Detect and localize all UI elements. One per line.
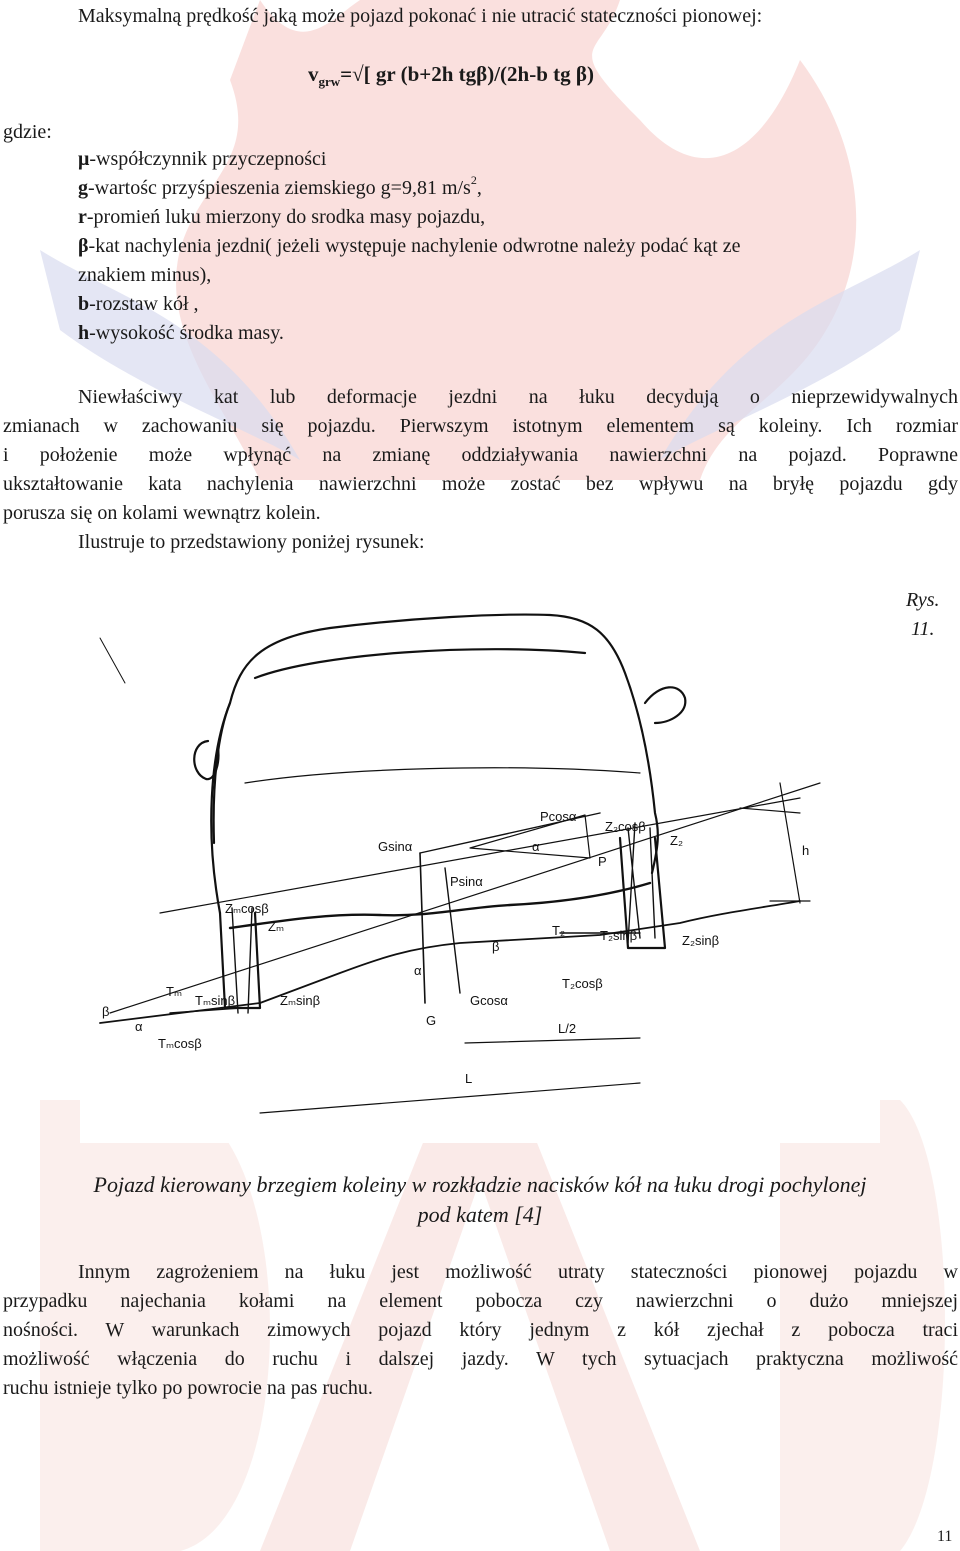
car-windshield bbox=[255, 649, 585, 678]
label-tw: Tₘ bbox=[166, 984, 183, 999]
illustrate-text: Ilustruje to przedstawiony poniżej rysunek: bbox=[78, 531, 425, 553]
vehicle-force-diagram bbox=[80, 583, 880, 1143]
label-l: L bbox=[465, 1071, 473, 1086]
where-label: gdzie: bbox=[3, 121, 52, 143]
gravity-vector bbox=[420, 853, 425, 1003]
l-dimension bbox=[260, 1083, 640, 1113]
label-alpha-1: α bbox=[532, 839, 540, 854]
label-beta-left: β bbox=[102, 1004, 110, 1019]
formula-subscript: grw bbox=[318, 74, 341, 90]
label-h: h bbox=[802, 843, 810, 858]
formula-v: v bbox=[308, 62, 319, 86]
paragraph-line: ukształtowanie kata nachylenia nawierzchni może zostać bez wpływu na bryłę pojazdu gdy bbox=[3, 473, 958, 495]
figure-caption: Pojazd kierowany brzegiem koleiny w rozkładzie nacisków kół na łuku drogi pochylonej pod katem [4] bbox=[93, 1172, 867, 1227]
paragraph-line: Niewłaściwy kat lub deformacje jezdni na łuku decydują o nieprzewidywalnych bbox=[78, 386, 958, 408]
paragraph-line: przypadku najechania kołami na element pobocza czy nawierzchni o dużo mniejszej bbox=[3, 1290, 958, 1312]
stability-formula bbox=[308, 60, 594, 96]
road-top-line bbox=[160, 798, 800, 913]
paragraph-line: nośności. W warunkach zimowych pojazd który jednym z kół zjechał z pobocza traci bbox=[3, 1319, 958, 1341]
definition-r: r-promień luku mierzony do srodka masy pojazdu, bbox=[78, 206, 486, 228]
paragraph-line: i położenie może wpłynąć na zmianę oddziaływania nawierzchni na pojazd. Poprawne bbox=[3, 444, 958, 466]
definition-h: h-wysokość środka masy. bbox=[78, 322, 284, 344]
definition-g: g-wartośc przyśpieszenia ziemskiego g=9,81 $m/s^2$, bbox=[78, 173, 482, 199]
label-zwsin: Zₘsinβ bbox=[280, 993, 321, 1008]
intro-text: Maksymalną prędkość jaką może pojazd pokonać i nie utracić stateczności pionowej: bbox=[78, 5, 763, 27]
label-twsin: Tₘsinβ bbox=[195, 993, 236, 1008]
label-alpha-2: α bbox=[414, 963, 422, 978]
car-hood-line bbox=[245, 768, 640, 783]
definition-beta: β-kat nachylenia jezdni( jeżeli występuje nachylenie odwrotne należy podać kąt ze bbox=[78, 235, 741, 257]
label-tzsin: T₂sinβ bbox=[600, 928, 638, 943]
label-zw: Zₘ bbox=[268, 919, 285, 934]
pen-mark bbox=[100, 638, 125, 683]
paragraph-shoulder bbox=[3, 1258, 958, 1403]
label-p: P bbox=[598, 854, 607, 869]
label-zwcos: Zₘcosβ bbox=[225, 901, 269, 916]
paragraph-line: Innym zagrożeniem na łuku jest możliwość utraty stateczności pionowej pojazdu w bbox=[78, 1261, 958, 1283]
paragraph-line: możliwość włączenia do ruchu i dalszej jazdy. W tych sytuacjach praktyczna możliwość bbox=[3, 1348, 958, 1370]
car-right-mirror bbox=[645, 687, 685, 723]
definition-beta-cont: znakiem minus), bbox=[78, 264, 212, 286]
definition-mu: μ-współczynnik przyczepności bbox=[78, 148, 327, 170]
label-twcos: Tₘcosβ bbox=[158, 1036, 202, 1051]
paragraph-line: porusza się on kolami wewnątrz kolein. bbox=[3, 502, 321, 524]
symbol-definitions bbox=[78, 145, 958, 348]
tw-arrow bbox=[170, 1008, 240, 1013]
car-body-outline bbox=[211, 615, 658, 913]
h-dimension bbox=[740, 783, 810, 903]
page-number: 11 bbox=[937, 1528, 953, 1545]
label-zzsin: Z₂sinβ bbox=[682, 933, 720, 948]
label-gcos: Gcosα bbox=[470, 993, 508, 1008]
label-alpha-left: α bbox=[135, 1019, 143, 1034]
paragraph-ruts bbox=[3, 383, 958, 528]
label-tzcos: T₂cosβ bbox=[562, 976, 603, 991]
label-beta-mid: β bbox=[492, 939, 500, 954]
label-zz-top: Z₂ bbox=[670, 833, 683, 848]
label-psin: Psinα bbox=[450, 874, 483, 889]
label-tz: T₂ bbox=[552, 923, 565, 938]
label-pcos: Pcosα bbox=[540, 809, 577, 824]
label-gsin: Gsinα bbox=[378, 839, 413, 854]
figure-number: Rys. 11. bbox=[906, 589, 940, 640]
paragraph-line: ruchu istnieje tylko po powrocie na pas ruchu. bbox=[3, 1377, 373, 1399]
label-l2: L/2 bbox=[558, 1021, 577, 1036]
definition-b: b-rozstaw kół , bbox=[78, 293, 199, 315]
paragraph-line: zmianach w zachowaniu się pojazdu. Pierwszym istotnym elementem są koleiny. Ich rozmiar bbox=[3, 415, 958, 437]
formula-expression: =√[ gr (b+2h tgβ)/(2h-b tg β) bbox=[340, 62, 594, 86]
label-g: G bbox=[426, 1013, 437, 1028]
label-zzcos-top: Z₂cosβ bbox=[605, 819, 646, 834]
l2-dimension bbox=[465, 1038, 640, 1043]
